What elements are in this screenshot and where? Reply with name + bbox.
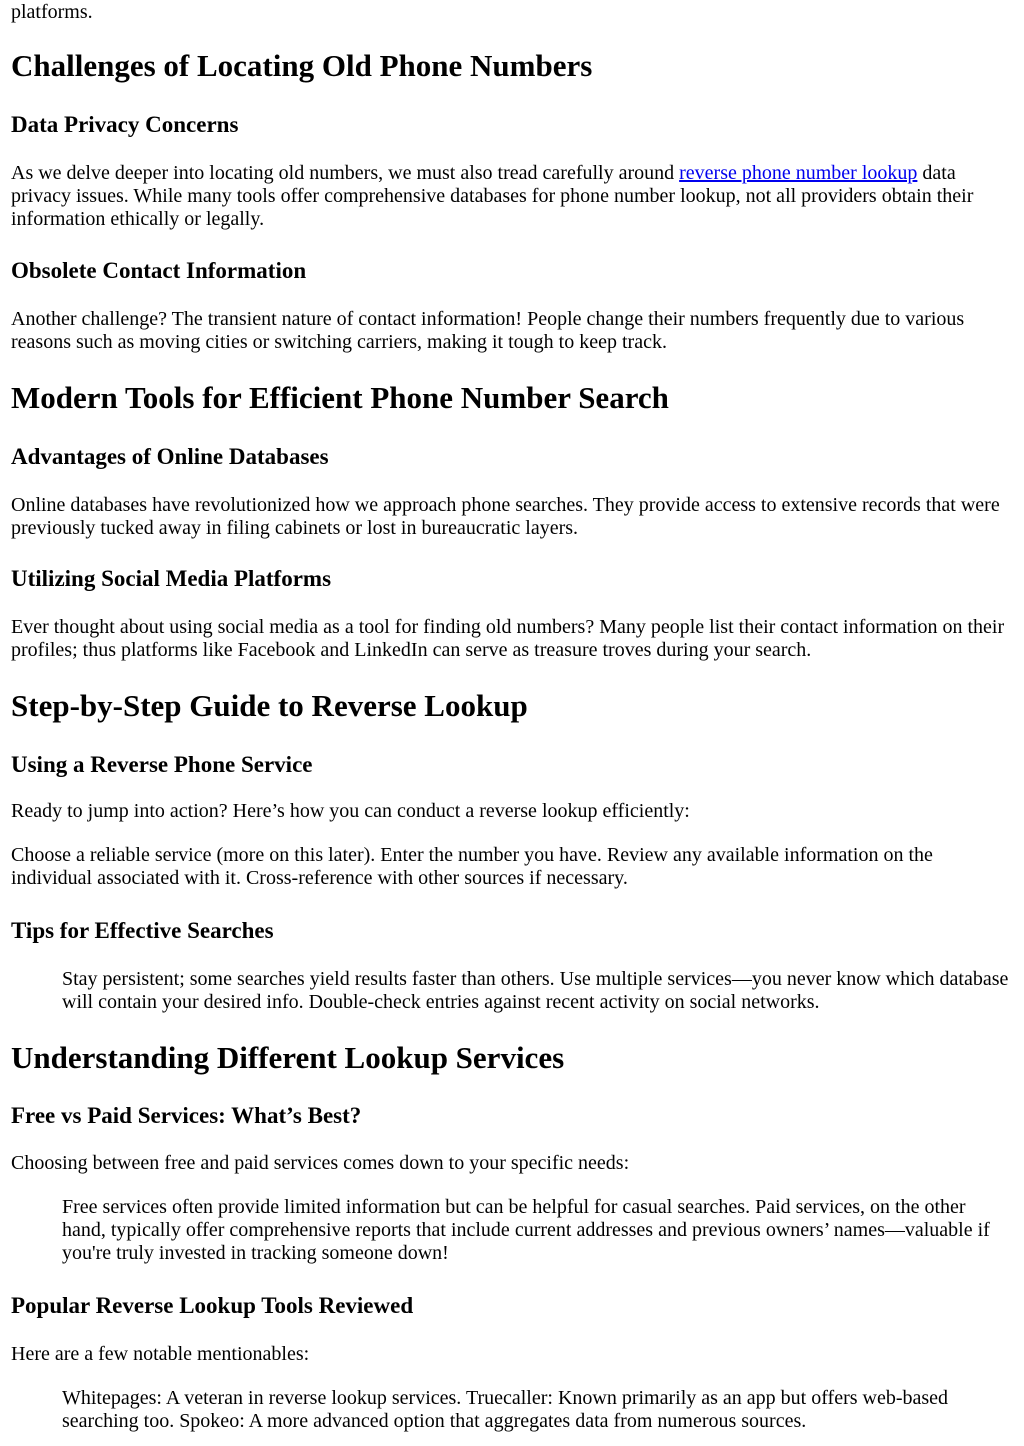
reverse-lookup-link[interactable]: reverse phone number lookup: [679, 162, 918, 184]
heading-obsolete-contact: Obsolete Contact Information: [11, 258, 307, 283]
quote-effective-searches: Stay persistent; some searches yield results faster than others. Use multiple services—you never know which database will contain your desired info. Double-check entries against recent activity on social networks.: [62, 968, 1009, 1013]
paragraph-social-media: Ever thought about using social media as a tool for finding old numbers? Many people list their contact information on their profiles; thus platforms like Facebook and LinkedIn can serve as treasure troves during your search.: [11, 616, 1005, 661]
heading-social-media: Utilizing Social Media Platforms: [11, 566, 332, 591]
intro-fragment: platforms.: [11, 1, 93, 23]
heading-modern-tools: Modern Tools for Efficient Phone Number Search: [11, 380, 669, 415]
quote-popular-tools: Whitepages: A veteran in reverse lookup services. Truecaller: Known primarily as an app but offers web-based searching too. Spokeo: A more advanced option that aggregates data from numerous sources.: [62, 1387, 949, 1432]
paragraph-obsolete-contact: Another challenge? The transient nature of contact information! People change their numbers frequently due to various reasons such as moving cities or switching carriers, making it tough to keep track.: [11, 308, 965, 353]
heading-popular-tools: Popular Reverse Lookup Tools Reviewed: [11, 1293, 414, 1318]
paragraph-popular-tools: Here are a few notable mentionables:: [11, 1343, 310, 1365]
paragraph-free-vs-paid: Choosing between free and paid services comes down to your specific needs:: [11, 1152, 630, 1174]
paragraph-online-databases: Online databases have revolutionized how we approach phone searches. They provide access to extensive records that were previously tucked away in filing cabinets or lost in bureaucratic layers.: [11, 494, 1000, 539]
paragraph-ready-to-jump: Ready to jump into action? Here’s how you can conduct a reverse lookup efficiently:: [11, 800, 690, 822]
paragraph-choose-service: Choose a reliable service (more on this later). Enter the number you have. Review any available information on the individual associated with it. Cross-reference with other sources if necessary.: [11, 844, 933, 889]
heading-lookup-services: Understanding Different Lookup Services: [11, 1040, 565, 1075]
heading-challenges: Challenges of Locating Old Phone Numbers: [11, 48, 593, 83]
heading-reverse-phone-service: Using a Reverse Phone Service: [11, 752, 313, 777]
heading-online-databases: Advantages of Online Databases: [11, 444, 329, 469]
heading-data-privacy: Data Privacy Concerns: [11, 112, 239, 137]
heading-step-by-step: Step-by-Step Guide to Reverse Lookup: [11, 688, 528, 723]
privacy-text-before: As we delve deeper into locating old numbers, we must also tread carefully around: [11, 162, 680, 184]
paragraph-data-privacy: [11, 162, 1011, 231]
heading-effective-searches: Tips for Effective Searches: [11, 918, 274, 943]
quote-free-vs-paid: Free services often provide limited information but can be helpful for casual searches. Paid services, on the other hand, typically offer comprehensive reports that include current addresses and previous owners’ names—valuable if you're truly invested in tracking someone down!: [62, 1196, 990, 1264]
privacy-text-after: data privacy issues. While many tools offer comprehensive databases for phone number lookup, not all providers obtain their information ethically or legally.: [11, 162, 974, 230]
heading-free-vs-paid: Free vs Paid Services: What’s Best?: [11, 1103, 362, 1128]
